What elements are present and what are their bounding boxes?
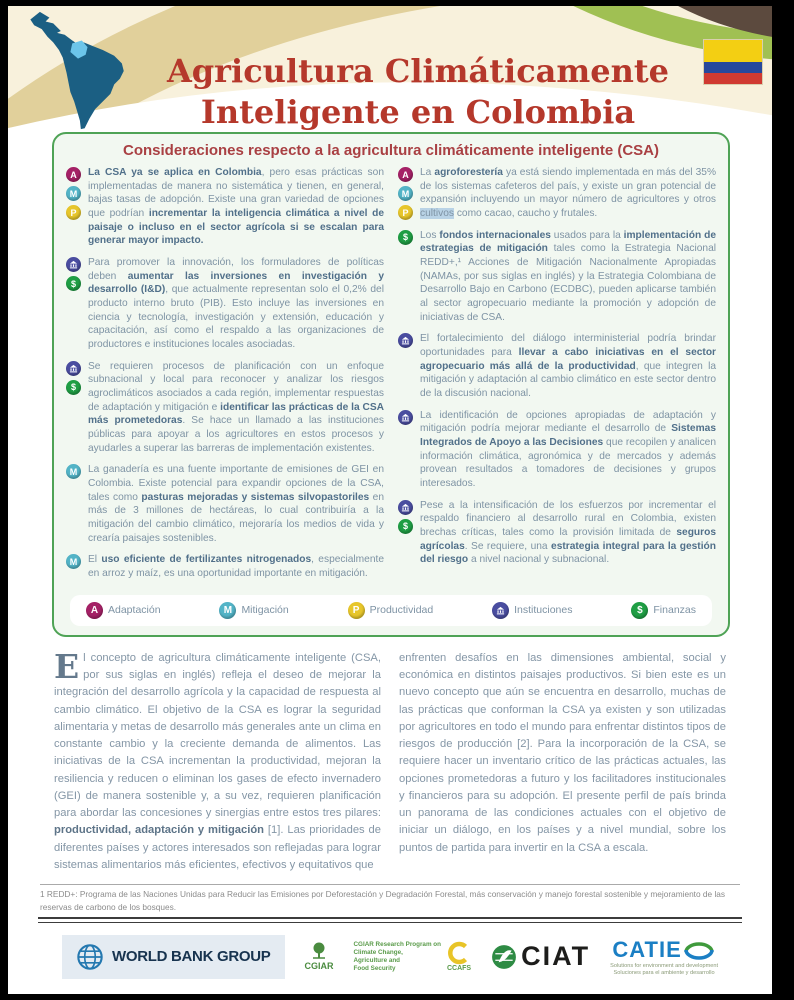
legend-item-mitigation	[219, 602, 288, 619]
page-title-line2: Inteligente en Colombia	[200, 93, 636, 130]
text-segment: cultivos	[420, 208, 454, 220]
consideration-item	[398, 166, 716, 221]
text-segment: . Se requiere, una	[464, 540, 552, 552]
item-icon-stack	[398, 332, 415, 400]
considerations-left-column	[66, 166, 384, 589]
text-segment: . Se hace un llamado a las instituciones públicas para apoyar a los agricultores en estos procesos y ayudarles a superar las barreras de implementación existentes.	[88, 415, 385, 454]
icon-legend	[70, 595, 712, 626]
legend-item-productivity	[348, 602, 434, 619]
text-segment: Se requieren procesos de planificación con un enfoque subnacional y local para reconocer y analizar los riesgos agroclimáticos asociados a cada región, implementar respuestas de adaptación y mitigación e	[88, 360, 384, 413]
institutions-icon	[398, 410, 413, 425]
text-segment: , que integren la mitigación y adaptación al cambio climático en este sector dentro de la discusión nacional.	[420, 360, 716, 400]
emphasis-text: Sistemas Integrados de Apoyo a las Decisiones	[420, 423, 716, 449]
mitigation-icon: M	[66, 554, 81, 569]
consideration-item	[398, 409, 716, 491]
text-segment: como cacao, caucho y frutales.	[453, 208, 598, 220]
double-rule	[38, 917, 742, 923]
flag-yellow-stripe	[704, 40, 762, 62]
productivity-icon: P	[66, 205, 81, 220]
catie-swoosh-icon	[682, 938, 716, 962]
intro-right-column	[399, 650, 726, 874]
item-icon-stack	[398, 499, 415, 567]
item-text	[88, 553, 384, 580]
item-text	[420, 409, 716, 491]
world-bank-label: WORLD BANK GROUP	[111, 948, 271, 966]
intro-text	[54, 646, 726, 874]
item-icon-stack	[66, 256, 83, 352]
item-text	[420, 166, 716, 221]
emphasis-text: seguros agrícolas	[420, 527, 716, 552]
text-segment: , que actualmente representan solo el 0,2% del producto interno bruto (PIB). Esto incluye las inversiones en ciencia y tecnología, investigación y extensión, educación y capacitación, así como el respaldo a las organizaciones de productores e instituciones locales asociadas.	[88, 284, 384, 351]
ccafs-logo	[354, 941, 472, 972]
text-segment: a nivel nacional y subnacional.	[468, 554, 610, 566]
ccafs-program-line: Climate Change,	[353, 949, 403, 957]
catie-label: CATIE	[612, 936, 682, 962]
world-bank-logo	[62, 935, 285, 979]
ccafs-sun	[447, 941, 471, 972]
emphasis-text: fondos internacionales	[439, 229, 551, 241]
text-segment: El fortalecimiento del diálogo interministerial podría brindar oportunidades para	[420, 333, 716, 359]
partner-logos	[8, 935, 772, 979]
productivity-icon: P	[348, 602, 365, 619]
mitigation-icon: M	[66, 464, 81, 479]
text-segment: tales como la Estrategia Nacional REDD+,¹ Acciones de Mitigación Nacionalmente Apropiadas (NAMAs, por sus siglas en inglés) y la Estrategia Colombiana de Desarrollo Bajo en Carbono (ECDBC), pueden aplicarse también al sector agropecuario mediante la promoción y adopción de iniciativas de CSA.	[420, 243, 716, 323]
cgiar-logo	[305, 942, 334, 971]
institutions-icon	[398, 333, 413, 348]
text-segment: La	[420, 167, 435, 178]
considerations-heading: Consideraciones respecto a la agricultura climáticamente inteligente (CSA)	[123, 142, 659, 159]
institutions-icon	[66, 257, 81, 272]
catie-tagline-en: Solutions for environment and development	[610, 962, 719, 969]
emphasis-text: estrategia integral para la gestión del riesgo	[420, 540, 716, 566]
item-text	[420, 332, 716, 400]
mitigation-icon: M	[66, 186, 81, 201]
ccafs-label: CCAFS	[446, 965, 472, 973]
item-icon-stack	[66, 166, 83, 248]
text-segment: La identificación de opciones apropiadas de adaptación y mitigación podría mejorar mediante el desarrollo de	[420, 409, 716, 435]
productivity-icon: P	[398, 205, 413, 220]
considerations-box	[52, 132, 730, 637]
item-icon-stack	[66, 553, 83, 580]
cgiar-tree-icon	[309, 942, 329, 960]
legend-item-finance	[631, 602, 696, 619]
header	[8, 6, 772, 130]
finance-icon: $	[398, 230, 413, 245]
institutions-icon	[66, 361, 81, 376]
ciat-globe-icon	[491, 944, 517, 970]
ccafs-program-line: CGIAR Research Program on	[353, 941, 441, 949]
consideration-item	[66, 256, 384, 352]
flag-blue-stripe	[704, 62, 762, 73]
institutions-icon	[492, 602, 509, 619]
document-page	[8, 6, 772, 994]
mitigation-icon: M	[398, 186, 413, 201]
finance-icon: $	[66, 276, 81, 291]
consideration-item	[66, 553, 384, 580]
emphasis-text: uso eficiente de fertilizantes nitrogenados	[101, 554, 312, 566]
consideration-item	[398, 332, 716, 400]
consideration-item	[66, 166, 384, 248]
text-segment: l concepto de agricultura climáticamente inteligente (CSA, por sus siglas en inglés) refleja el deseo de mejorar la integración del desarrollo agrícola y la capacidad de respuesta al cambio climático. El objetivo de la CSA es lograr la seguridad alimentaria y metas de desarrollo más generales ante un clima en constante cambio y la creciente demanda de alimentos. Las iniciativas de la CSA incrementan la productividad, mejoran la resiliencia y reducen o eliminan los gases de efecto invernadero (GEI) de manera sostenible y, a su vez, requieren planificación para abordar las concesiones y sinergias entre estos tres pilares:	[54, 651, 381, 820]
emphasis-text: La CSA ya se aplica en Colombia	[88, 167, 262, 178]
ccafs-program-line: Agriculture and	[353, 956, 401, 964]
emphasis-text: llevar a cabo iniciativas en el sector agropecuario más allá de la productividad	[420, 347, 717, 372]
cgiar-label: CGIAR	[304, 961, 334, 972]
item-text	[88, 360, 384, 456]
emphasis-text: productividad, adaptación y mitigación	[54, 824, 265, 837]
legend-item-adaptation	[86, 602, 161, 619]
text-segment: que recopilen y analicen información climática, agronómica y de mercados y además provean resultados a tomadores de decisiones y grupos interesados.	[420, 437, 716, 490]
page-title	[148, 51, 688, 130]
world-bank-globe-icon	[76, 943, 104, 971]
finance-icon: $	[66, 380, 81, 395]
intro-left-column	[54, 646, 382, 874]
item-icon-stack	[398, 409, 415, 491]
legend-label: Instituciones	[514, 604, 573, 617]
adaptation-icon: A	[66, 167, 81, 182]
text-segment: La ganadería es una fuente importante de emisiones de GEI en Colombia. Existe potencial para expandir opciones de la CSA, tales como	[88, 464, 384, 503]
item-text	[88, 256, 384, 352]
item-text	[420, 499, 716, 567]
legend-label: Productividad	[369, 604, 434, 617]
page-title-line1: Agricultura Climáticamente	[166, 52, 670, 91]
text-segment: Pese a la intensificación de los esfuerzos por incrementar el respaldo financiero al desarrollo rural en Colombia, existen brechas críticas, tales como la provisión limitada de	[420, 499, 716, 539]
consideration-item	[398, 499, 716, 567]
catie-logo	[610, 937, 718, 978]
text-segment: , pero esas prácticas son implementadas de manera no sistemática y tienen, en general, bajas tasas de adopción. Existe una gran variedad de opciones que podrían	[88, 167, 384, 220]
item-text	[420, 229, 716, 325]
item-icon-stack	[66, 463, 83, 545]
text-segment: , especialmente en arroz y maíz, es una oportunidad importante en mitigación.	[88, 554, 385, 580]
item-icon-stack	[398, 229, 415, 325]
text-segment: Los	[420, 229, 440, 241]
considerations-columns	[64, 166, 718, 589]
legend-label: Finanzas	[653, 604, 696, 617]
adaptation-icon: A	[398, 167, 413, 182]
legend-item-institutions	[492, 602, 572, 619]
emphasis-text: implementación de estrategias de mitigación	[420, 229, 716, 255]
flag-red-stripe	[704, 73, 762, 84]
finance-icon: $	[398, 519, 413, 534]
footnote: 1 REDD+: Programa de las Naciones Unidas para Reducir las Emisiones por Deforestación y Degradación Forestal, más conservación y manejo forestal sostenible y mejoramiento de las reservas de carbono de los bosques.	[40, 884, 740, 913]
ccafs-program-text	[354, 941, 441, 972]
emphasis-text: aumentar las inversiones en investigación y desarrollo (I&D)	[88, 270, 384, 296]
colombia-flag	[704, 40, 762, 84]
finance-icon: $	[631, 602, 648, 619]
drop-cap: E	[54, 646, 80, 686]
mitigation-icon: M	[219, 602, 236, 619]
emphasis-text: identificar las prácticas de la CSA más prometedoras	[88, 401, 384, 427]
item-icon-stack	[66, 360, 83, 456]
item-text	[88, 463, 384, 545]
text-segment: usados para la	[550, 229, 624, 241]
latin-america-map	[14, 10, 142, 130]
text-segment: enfrenten desafíos en las dimensiones ambiental, social y económica en distintos paisajes productivos. Si bien este es un nuevo concepto que aún se encuentra en desarrollo, muchas de las prácticas que conforman la CSA ya existen y son utilizadas por agricultores en todo el mundo para enfrentar distintos tipos de riesgos de producción [2]. Para la incorporación de la CSA, se requiere hacer un inventario crítico de las prácticas actuales, las opciones prometedoras a futuro y los facilitadores institucionales y financieros para su adopción. El presente perfil de país brinda un panorama de las condiciones actuales con el objetivo de iniciar un diálogo, en los países y a nivel mundial, sobre los puntos de partida para invertir en la CSA a escala.	[399, 651, 726, 854]
institutions-icon	[398, 500, 413, 515]
legend-label: Mitigación	[241, 604, 289, 617]
consideration-item	[398, 229, 716, 325]
ccafs-sun-icon	[447, 941, 471, 965]
ciat-label: CIAT	[521, 941, 591, 972]
emphasis-text: agroforestería	[434, 167, 503, 178]
item-text	[88, 166, 384, 248]
considerations-right-column	[398, 166, 716, 589]
legend-label: Adaptación	[108, 604, 161, 617]
adaptation-icon: A	[86, 602, 103, 619]
text-segment: en más de 3 millones de hectáreas, lo cual contribuiría a la mitigación del cambio climático, mejoraría los medios de vida y crearía paisajes sostenibles.	[88, 491, 385, 544]
consideration-item	[66, 360, 384, 456]
text-segment: Para promover la innovación, los formuladores de políticas deben	[88, 257, 384, 282]
ccafs-program-line: Food Security	[353, 964, 396, 972]
text-segment: El	[88, 554, 102, 566]
item-icon-stack	[398, 166, 415, 221]
consideration-item	[66, 463, 384, 545]
emphasis-text: pasturas mejoradas y sistemas silvopastoriles	[141, 491, 370, 503]
text-segment: ya está siendo implementada en más del 35% de los sistemas cafeteros del país, y existe un gran potencial de expansión incluyendo un mayor número de agricultores y otros	[420, 167, 717, 206]
catie-tagline-es: Soluciones para el ambiente y desarrollo	[613, 969, 715, 976]
text-segment: [1]. Las prioridades de diferentes países y actores interesados son reflejadas para lograr sistemas alimentarios más eficientes, efectivos y equitativos que	[54, 824, 382, 871]
emphasis-text: incrementar la inteligencia climática a nivel de paisaje o incluso en el sector agrícola si se escalan para generar mayor impacto.	[88, 208, 384, 247]
ciat-logo	[491, 941, 590, 972]
